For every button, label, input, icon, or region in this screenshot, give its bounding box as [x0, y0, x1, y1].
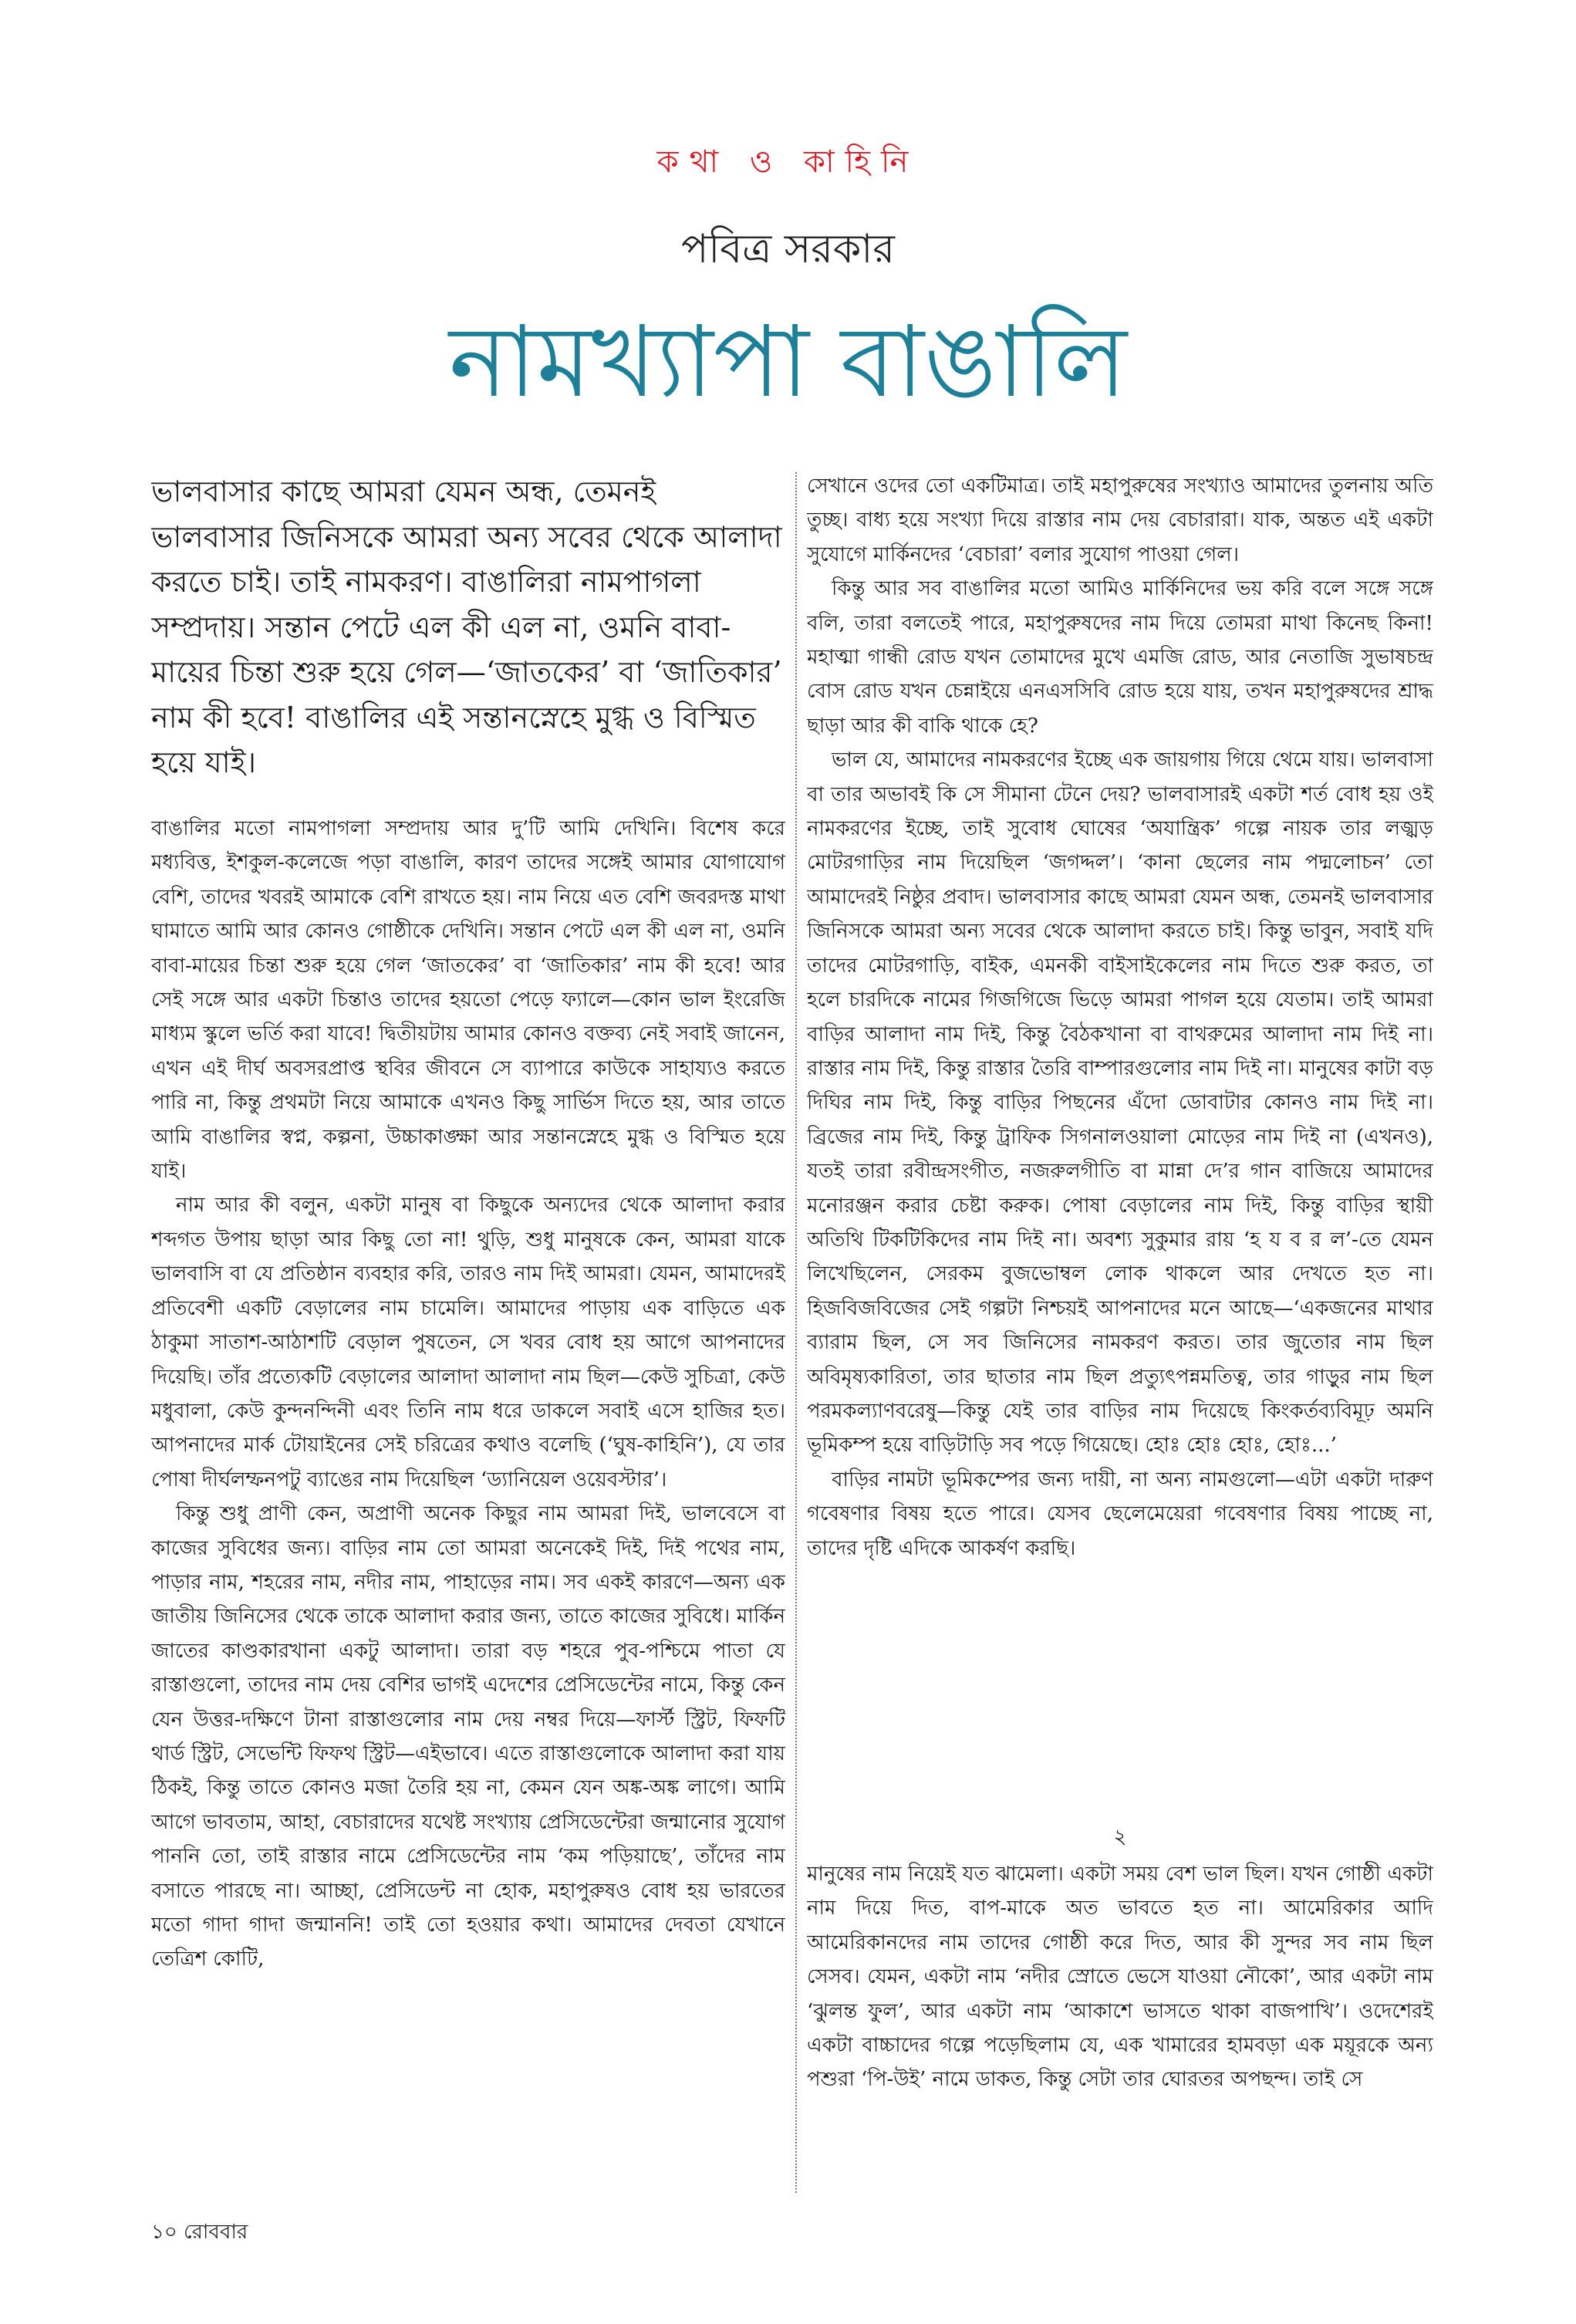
section-number: ২ [1113, 1826, 1127, 1849]
intro-pullquote [151, 469, 785, 793]
section-label: কথা ও কাহিনি [656, 144, 920, 180]
body-paragraph: কিন্তু শুধু প্রাণী কেন, অপ্রাণী অনেক কিছুর নাম আমরা দিই, ভালবেসে বা কাজের সুবিধের জন্য। বাড়ির নাম তো আমরা অনেকেই দিই, দিই পথের নাম, পাড়ার নাম, শহরের নাম, নদীর নাম, পাহাড়ের নাম। সব একই কারণে—অন্য এক জাতীয় জিনিসের থেকে তাকে আলাদা করার জন্য, তাতে কাজের সুবিধে। মার্কিন জাতের কাণ্ডকারখানা একটু আলাদা। তারা বড় শহরে পুব-পশ্চিমে পাতা যে রাস্তাগুলো, তাদের নাম দেয় বেশির ভাগই এদেশের প্রেসিডেন্টের নামে, কিন্তু কেন যেন উত্তর-দক্ষিণে টানা রাস্তাগুলোর নাম দেয় নম্বর দিয়ে—ফার্স্ট স্ট্রিট, ফিফটি থার্ড স্ট্রিট, সেভেন্টি ফিফথ স্ট্রিট—এইভাবে। এতে রাস্তাগুলোকে আলাদা করা যায় ঠিকই, কিন্তু তাতে কোনও মজা তৈরি হয় না, কেমন যেন অঙ্ক-অঙ্ক লাগে। আমি আগে ভাবতাম, আহা, বেচারাদের যথেষ্ট সংখ্যায় প্রেসিডেন্টেরা জন্মানোর সুযোগ পাননি তো, তাই রাস্তার নামে প্রেসিডেন্টের নাম ‘কম পড়িয়াছে’, তাঁদের নাম বসাতে পারছে না। আচ্ছা, প্রেসিডেন্ট না হোক, মহাপুরুষও বোধ হয় ভারতের মতো গাদা গাদা জন্মাননি! তাই তো হওয়ার কথা। আমাদের দেবতা যেখানে তেত্রিশ কোটি, [151, 1502, 785, 1971]
body-paragraph: সেখানে ওদের তো একটিমাত্র। তাই মহাপুরুষের সংখ্যাও আমাদের তুলনায় অতি তুচ্ছ। বাধ্য হয়ে সংখ্যা দিয়ে রাস্তার নাম দেয় বেচারারা। যাক, অন্তত এই একটা সুযোগে মার্কিনদের ‘বেচারা’ বলার সুযোগ পাওয়া গেল। [807, 475, 1433, 566]
left-column [151, 812, 785, 2197]
body-paragraph: নাম আর কী বলুন, একটা মানুষ বা কিছুকে অন্যদের থেকে আলাদা করার শব্দগত উপায় ছাড়া আর কিছু তো না! থুড়ি, শুধু মানুষকে কেন, আমরা যাকে ভালবাসি বা যে প্রতিষ্ঠান ব্যবহার করি, তারও নাম দিই আমরা। যেমন, আমাদেরই প্রতিবেশী একটি বেড়ালের নাম চামেলি। আমাদের পাড়ায় এক বাড়িতে এক ঠাকুমা সাতাশ-আঠাশটি বেড়াল পুষতেন, সে খবর বোধ হয় আগে আপনাদের দিয়েছি। তাঁর প্রত্যেকটি বেড়ালের আলাদা আলাদা নাম ছিল—কেউ সুচিত্রা, কেউ মধুবালা, কেউ কুন্দনন্দিনী এবং তিনি নাম ধরে ডাকলে সবাই এসে হাজির হত। আপনাদের মার্ক টোয়াইনের সেই চরিত্রের কথাও বলেছি (‘ঘুষ-কাহিনি’), যে তার পোষা দীর্ঘলম্ফনপটু ব্যাঙের নাম দিয়েছিল ‘ড্যানিয়েল ওয়েবস্টার’। [151, 1194, 785, 1491]
author-name: পবিত্র সরকার [681, 226, 895, 272]
intro-text: ভালবাসার কাছে আমরা যেমন অন্ধ, তেমনই ভালবাসার জিনিসকে আমরা অন্য সবের থেকে আলাদা করতে চাই। তাই নামকরণ। বাঙালিরা নামপাগলা সম্প্রদায়। সন্তান পেটে এল কী এল না, ওমনি বাবা-মায়ের চিন্তা শুরু হয়ে গেল—‘জাতকের’ বা ‘জাতিকার’ নাম কী হবে! বাঙালির এই সন্তানস্নেহে মুগ্ধ ও বিস্মিত হয়ে যাই। [151, 475, 782, 779]
publication-name: রোববার [184, 2221, 248, 2244]
body-paragraph: কিন্তু আর সব বাঙালির মতো আমিও মার্কিনিদের ভয় করি বলে সঙ্গে সঙ্গে বলি, তারা বলতেই পারে, মহাপুরুষদের নাম দিয়ে তোমরা মাথা কিনেছ কিনা! মহাত্মা গান্ধী রোড যখন তোমাদের মুখে এমজি রোড, আর নেতাজি সুভাষচন্দ্র বোস রোড যখন চেন্নাইয়ে এনএসসিবি রোড হয়ে যায়, তখন মহাপুরুষদের শ্রাদ্ধ ছাড়া আর কী বাকি থাকে হে? [807, 577, 1433, 738]
body-paragraph: ভাল যে, আমাদের নামকরণের ইচ্ছে এক জায়গায় গিয়ে থেমে যায়। ভালবাসা বা তার অভাবই কি সে সীমানা টেনে দেয়? ভালবাসারই একটা শর্ত বোধ হয় ওই নামকরণের ইচ্ছে, তাই সুবোধ ঘোষের ‘অযান্ত্রিক’ গল্পে নায়ক তার লজ্ঝড় মোটরগাড়ির নাম দিয়েছিল ‘জগদ্দল’। ‘কানা ছেলের নাম পদ্মলোচন’ তো আমাদেরই নিষ্ঠুর প্রবাদ। ভালবাসার কাছে আমরা যেমন অন্ধ, তেমনই ভালবাসার জিনিসকে আমরা অন্য সবের থেকে আলাদা করতে চাই। কিন্তু ভাবুন, সবাই যদি তাদের মোটরগাড়ি, বাইক, এমনকী বাইসাইকেলের নাম দিতে শুরু করত, তা হলে চারদিকে নামের গিজগিজে ভিড়ে আমরা পাগল হয়ে যেতাম। তাই আমরা বাড়ির আলাদা নাম দিই, কিন্তু বৈঠকখানা বা বাথরুমের আলাদা নাম দিই না। রাস্তার নাম দিই, কিন্তু রাস্তার তৈরি বাম্পারগুলোর নাম দিই না। মানুষের কাটা বড় দিঘির নাম দিই, কিন্তু বাড়ির পিছনের এঁদো ডোবাটার কোনও নাম দিই না। ব্রিজের নাম দিই, কিন্তু ট্রাফিক সিগনালওয়ালা মোড়ের নাম দিই না (এখনও), যতই তারা রবীন্দ্রসংগীত, নজরুলগীতি বা মান্না দে’র গান বাজিয়ে আমাদের মনোরঞ্জন করার চেষ্টা করুক। পোষা বেড়ালের নাম দিই, কিন্তু বাড়ির স্থায়ী অতিথি টিকটিকিদের নাম দিই না। অবশ্য সুকুমার রায় ‘হ য ব র ল’-তে যেমন লিখেছিলেন, সেরকম বুজভোম্বল লোক থাকলে আর দেখতে হত না। হিজবিজবিজের সেই গল্পটা নিশ্চয়ই আপনাদের মনে আছে—‘একজনের মাথার ব্যারাম ছিল, সে সব জিনিসের নামকরণ করত। তার জুতোর নাম ছিল অবিমৃষ্যকারিতা, তার ছাতার নাম ছিল প্রত্যুৎপন্নমতিত্ব, তার গাড়ুর নাম ছিল পরমকল্যাণবরেষু—কিন্তু যেই তার বাড়ির নাম দিয়েছে কিংকর্তব্যবিমূঢ় অমনি ভূমিকম্প হয়ে বাড়িটাড়ি সব পড়ে গিয়েছে। হোঃ হোঃ হোঃ, হোঃ...’ [807, 748, 1433, 1458]
page-footer [151, 2216, 248, 2250]
body-paragraph: বাঙালির মতো নামপাগলা সম্প্রদায় আর দু’টি আমি দেখিনি। বিশেষ করে মধ্যবিত্ত, ইশকুল-কলেজে পড়া বাঙালি, কারণ তাদের সঙ্গেই আমার যোগাযোগ বেশি, তাদের খবরই আমাকে বেশি রাখতে হয়। নাম নিয়ে এত বেশি জবরদস্ত মাথা ঘামাতে আমি আর কোনও গোষ্ঠীকে দেখিনি। সন্তান পেটে এল কী এল না, ওমনি বাবা-মায়ের চিন্তা শুরু হয়ে গেল ‘জাতকের’ বা ‘জাতিকার’ নাম কী হবে! আর সেই সঙ্গে আর একটা চিন্তাও তাদের হয়তো পেড়ে ফ্যালে—কোন ভাল ইংরেজি মাধ্যম স্কুলে ভর্তি করা যাবে! দ্বিতীয়টায় আমার কোনও বক্তব্য নেই সবাই জানেন, এখন এই দীর্ঘ অবসরপ্রাপ্ত স্থবির জীবনে সে ব্যাপারে কাউকে সাহায্যও করতে পারি না, কিন্তু প্রথমটা নিয়ে আমাকে এখনও কিছু সার্ভিস দিতে হয়, আর তাতে আমি বাঙালির স্বপ্ন, কল্পনা, উচ্চাকাঙ্ক্ষা আর সন্তানস্নেহে মুগ্ধ ও বিস্মিত হয়ে যাই। [151, 817, 785, 1184]
page-number: ১০ [151, 2221, 177, 2244]
body-paragraph: মানুষের নাম নিয়েই যত ঝামেলা। একটা সময় বেশ ভাল ছিল। যখন গোষ্ঠী একটা নাম দিয়ে দিত, বাপ-মাকে অত ভাবতে হত না। আমেরিকার আদি আমেরিকানদের নাম তাদের গোষ্ঠী করে দিত, আর কী সুন্দর সব নাম ছিল সেসব। যেমন, একটা নাম ‘নদীর স্রোতে ভেসে যাওয়া নৌকো’, আর একটা নাম ‘ঝুলন্ত ফুল’, আর একটা নাম ‘আকাশে ভাসতে থাকা বাজপাখি’। ওদেশেরই একটা বাচ্চাদের গল্পে পড়েছিলাম যে, এক খামারের হামবড়া এক ময়ূরকে অন্য পশুরা ‘পি-উই’ নামে ডাকত, কিন্তু সেটা তার ঘোরতর অপছন্দ। তাই সে [807, 1863, 1433, 2092]
section-2 [807, 1857, 1433, 2197]
column-divider [795, 472, 797, 2193]
body-paragraph: বাড়ির নামটা ভূমিকম্পের জন্য দায়ী, না অন্য নামগুলো—এটা একটা দারুণ গবেষণার বিষয় হতে পারে। যেসব ছেলেমেয়েরা গবেষণার বিষয় পাচ্ছে না, তাদের দৃষ্টি এদিকে আকর্ষণ করছি। [807, 1468, 1433, 1560]
article-title: নামখ্যাপা বাঙালি [449, 305, 1127, 420]
right-column [807, 469, 1433, 1827]
